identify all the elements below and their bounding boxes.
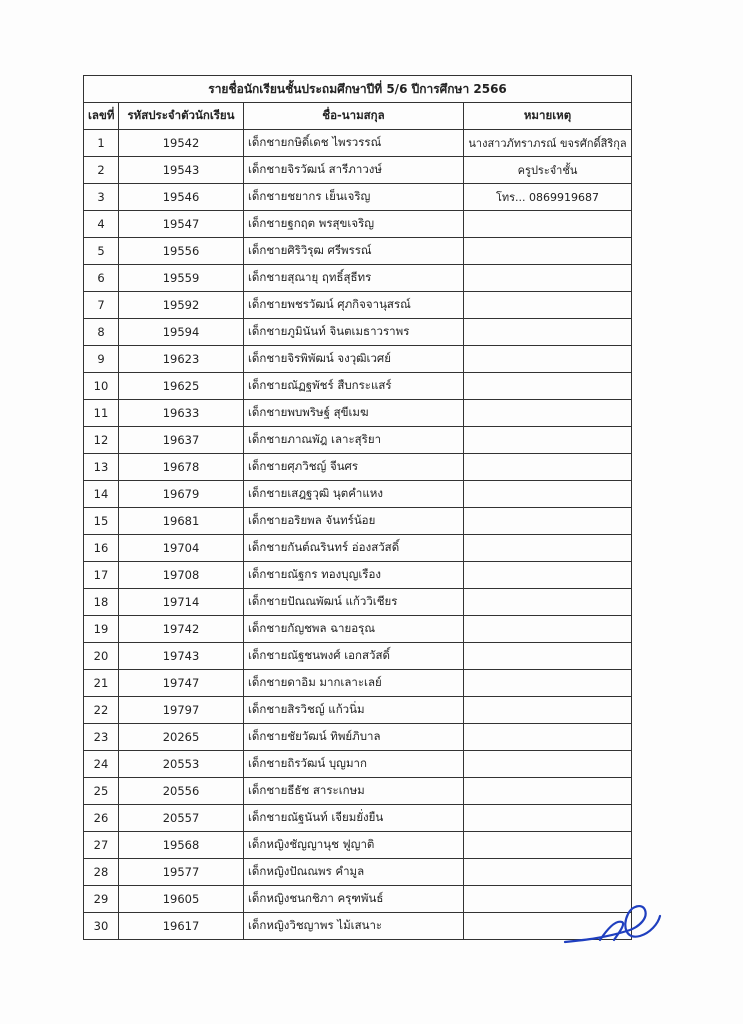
row-number: 7 xyxy=(84,292,119,319)
row-student-name: เด็กชายศุภวิชญ์ จีนศร xyxy=(244,454,464,481)
row-student-id: 19623 xyxy=(119,346,244,373)
row-remark xyxy=(464,211,632,238)
row-number: 2 xyxy=(84,157,119,184)
row-number: 29 xyxy=(84,886,119,913)
row-remark xyxy=(464,832,632,859)
row-student-id: 19708 xyxy=(119,562,244,589)
row-number: 3 xyxy=(84,184,119,211)
row-remark xyxy=(464,508,632,535)
row-student-id: 19678 xyxy=(119,454,244,481)
row-student-id: 19546 xyxy=(119,184,244,211)
row-remark xyxy=(464,400,632,427)
row-remark xyxy=(464,319,632,346)
row-number: 25 xyxy=(84,778,119,805)
table-row xyxy=(84,832,632,859)
row-student-name: เด็กชายอริยพล จันทร์น้อย xyxy=(244,508,464,535)
row-student-id: 19742 xyxy=(119,616,244,643)
row-student-id: 19568 xyxy=(119,832,244,859)
row-student-name: เด็กชายจิรพิพัฒน์ จงวุฒิเวศย์ xyxy=(244,346,464,373)
table-row xyxy=(84,265,632,292)
row-student-id: 19605 xyxy=(119,886,244,913)
row-remark xyxy=(464,481,632,508)
row-student-id: 19547 xyxy=(119,211,244,238)
row-student-id: 20557 xyxy=(119,805,244,832)
header-no: เลขที่ xyxy=(84,103,119,130)
table-row xyxy=(84,805,632,832)
row-student-name: เด็กชายณัฏฐพัชร์ สืบกระแสร์ xyxy=(244,373,464,400)
row-student-id: 19543 xyxy=(119,157,244,184)
row-number: 18 xyxy=(84,589,119,616)
table-row xyxy=(84,211,632,238)
row-student-name: เด็กชายภูมินันท์ จินตเมธาวราพร xyxy=(244,319,464,346)
row-number: 6 xyxy=(84,265,119,292)
row-remark xyxy=(464,751,632,778)
row-remark xyxy=(464,265,632,292)
row-student-name: เด็กชายพชรวัฒน์ ศุภกิจจานุสรณ์ xyxy=(244,292,464,319)
row-number: 12 xyxy=(84,427,119,454)
row-number: 5 xyxy=(84,238,119,265)
row-student-name: เด็กชายปัณณพัฒน์ แก้ววิเชียร xyxy=(244,589,464,616)
row-student-id: 20265 xyxy=(119,724,244,751)
row-number: 30 xyxy=(84,913,119,940)
table-row xyxy=(84,751,632,778)
header-remark: หมายเหตุ xyxy=(464,103,632,130)
table-row xyxy=(84,886,632,913)
row-number: 16 xyxy=(84,535,119,562)
row-number: 10 xyxy=(84,373,119,400)
row-number: 20 xyxy=(84,643,119,670)
row-number: 21 xyxy=(84,670,119,697)
row-student-id: 19681 xyxy=(119,508,244,535)
table-row xyxy=(84,454,632,481)
row-remark xyxy=(464,643,632,670)
row-remark: นางสาวภัทราภรณ์ ขจรศักดิ์สิริกุล xyxy=(464,130,632,157)
row-student-id: 19556 xyxy=(119,238,244,265)
signature-mark xyxy=(560,900,665,950)
row-student-id: 19594 xyxy=(119,319,244,346)
row-student-id: 19637 xyxy=(119,427,244,454)
table-row xyxy=(84,643,632,670)
row-number: 19 xyxy=(84,616,119,643)
row-remark xyxy=(464,805,632,832)
row-student-name: เด็กชายณัฐกร ทองบุญเรือง xyxy=(244,562,464,589)
table-row xyxy=(84,319,632,346)
row-remark xyxy=(464,589,632,616)
table-row xyxy=(84,778,632,805)
student-roster-table xyxy=(83,75,632,940)
row-student-name: เด็กชายณัฐชนพงศ์ เอกสวัสดิ์ xyxy=(244,643,464,670)
table-row xyxy=(84,724,632,751)
table-row xyxy=(84,346,632,373)
table-row xyxy=(84,670,632,697)
row-remark: ครูประจำชั้น xyxy=(464,157,632,184)
table-row xyxy=(84,697,632,724)
table-row xyxy=(84,130,632,157)
row-student-name: เด็กชายกัญชพล ฉายอรุณ xyxy=(244,616,464,643)
row-number: 4 xyxy=(84,211,119,238)
row-student-name: เด็กชายกษิดิ์เดช ไพรวรรณ์ xyxy=(244,130,464,157)
row-remark xyxy=(464,724,632,751)
table-row xyxy=(84,292,632,319)
row-student-id: 19625 xyxy=(119,373,244,400)
row-remark xyxy=(464,778,632,805)
row-student-id: 19747 xyxy=(119,670,244,697)
row-student-name: เด็กหญิงปัณณพร คำมูล xyxy=(244,859,464,886)
row-number: 24 xyxy=(84,751,119,778)
table-row xyxy=(84,157,632,184)
row-student-name: เด็กชายณัฐนันท์ เจียมยั่งยืน xyxy=(244,805,464,832)
row-student-id: 19797 xyxy=(119,697,244,724)
row-student-name: เด็กชายดาอิม มากเลาะเลย์ xyxy=(244,670,464,697)
row-number: 14 xyxy=(84,481,119,508)
table-row xyxy=(84,562,632,589)
row-remark xyxy=(464,859,632,886)
row-student-name: เด็กชายเสฎฐวุฒิ นุตคำแหง xyxy=(244,481,464,508)
row-number: 26 xyxy=(84,805,119,832)
table-row xyxy=(84,427,632,454)
row-student-name: เด็กชายถิรวัฒน์ บุญมาก xyxy=(244,751,464,778)
table-row xyxy=(84,859,632,886)
row-number: 13 xyxy=(84,454,119,481)
row-remark: โทร... 0869919687 xyxy=(464,184,632,211)
row-number: 8 xyxy=(84,319,119,346)
row-number: 15 xyxy=(84,508,119,535)
table-row xyxy=(84,481,632,508)
row-student-name: เด็กชายจิรวัฒน์ สารีภาวงษ์ xyxy=(244,157,464,184)
row-student-name: เด็กชายชยากร เย็นเจริญ xyxy=(244,184,464,211)
row-number: 22 xyxy=(84,697,119,724)
table-row xyxy=(84,373,632,400)
row-student-name: เด็กชายชัยวัฒน์ ทิพย์ภิบาล xyxy=(244,724,464,751)
table-row xyxy=(84,184,632,211)
table-row xyxy=(84,535,632,562)
table-row xyxy=(84,508,632,535)
table-row xyxy=(84,238,632,265)
row-student-id: 19714 xyxy=(119,589,244,616)
row-number: 17 xyxy=(84,562,119,589)
row-student-name: เด็กหญิงวิชญาพร ไม้เสนาะ xyxy=(244,913,464,940)
row-student-id: 19743 xyxy=(119,643,244,670)
row-student-name: เด็กหญิงชัญญานุช ฟูญาติ xyxy=(244,832,464,859)
table-row xyxy=(84,616,632,643)
row-number: 28 xyxy=(84,859,119,886)
row-student-id: 19577 xyxy=(119,859,244,886)
row-number: 9 xyxy=(84,346,119,373)
row-student-name: เด็กชายธีธัช สาระเกษม xyxy=(244,778,464,805)
row-student-id: 20556 xyxy=(119,778,244,805)
row-number: 27 xyxy=(84,832,119,859)
table-row xyxy=(84,400,632,427)
roster-body xyxy=(84,130,632,940)
row-remark xyxy=(464,238,632,265)
row-student-name: เด็กชายศิริวิรุฒ ศรีพรรณ์ xyxy=(244,238,464,265)
row-student-name: เด็กชายสุณายุ ฤทธิ์สุธีทร xyxy=(244,265,464,292)
row-student-id: 19679 xyxy=(119,481,244,508)
row-remark xyxy=(464,292,632,319)
row-remark xyxy=(464,454,632,481)
row-student-id: 19592 xyxy=(119,292,244,319)
header-name: ชื่อ-นามสกุล xyxy=(244,103,464,130)
row-student-name: เด็กชายพบพริษฐ์ สุขีเมฆ xyxy=(244,400,464,427)
table-row xyxy=(84,913,632,940)
header-student-id: รหัสประจำตัวนักเรียน xyxy=(119,103,244,130)
row-student-name: เด็กชายภาณพัฎ เลาะสุริยา xyxy=(244,427,464,454)
row-remark xyxy=(464,670,632,697)
row-student-id: 19704 xyxy=(119,535,244,562)
row-number: 11 xyxy=(84,400,119,427)
row-student-name: เด็กชายฐกฤต พรสุขเจริญ xyxy=(244,211,464,238)
row-student-id: 19559 xyxy=(119,265,244,292)
row-student-id: 20553 xyxy=(119,751,244,778)
row-number: 1 xyxy=(84,130,119,157)
row-student-id: 19617 xyxy=(119,913,244,940)
row-remark xyxy=(464,535,632,562)
table-title: รายชื่อนักเรียนชั้นประถมศึกษาปีที่ 5/6 ปีการศึกษา 2566 xyxy=(84,76,632,103)
row-remark xyxy=(464,373,632,400)
row-student-name: เด็กชายสิรวิชญ์ แก้วนิ่ม xyxy=(244,697,464,724)
row-student-id: 19542 xyxy=(119,130,244,157)
row-remark xyxy=(464,697,632,724)
row-remark xyxy=(464,346,632,373)
row-remark xyxy=(464,616,632,643)
row-student-name: เด็กหญิงชนกชิภา ครุฑพันธ์ xyxy=(244,886,464,913)
row-remark xyxy=(464,427,632,454)
table-row xyxy=(84,589,632,616)
table-title-row xyxy=(84,76,632,103)
row-number: 23 xyxy=(84,724,119,751)
column-header-row xyxy=(84,103,632,130)
row-student-id: 19633 xyxy=(119,400,244,427)
row-student-name: เด็กชายกันต์ณรินทร์ อ่องสวัสดิ์ xyxy=(244,535,464,562)
row-remark xyxy=(464,562,632,589)
